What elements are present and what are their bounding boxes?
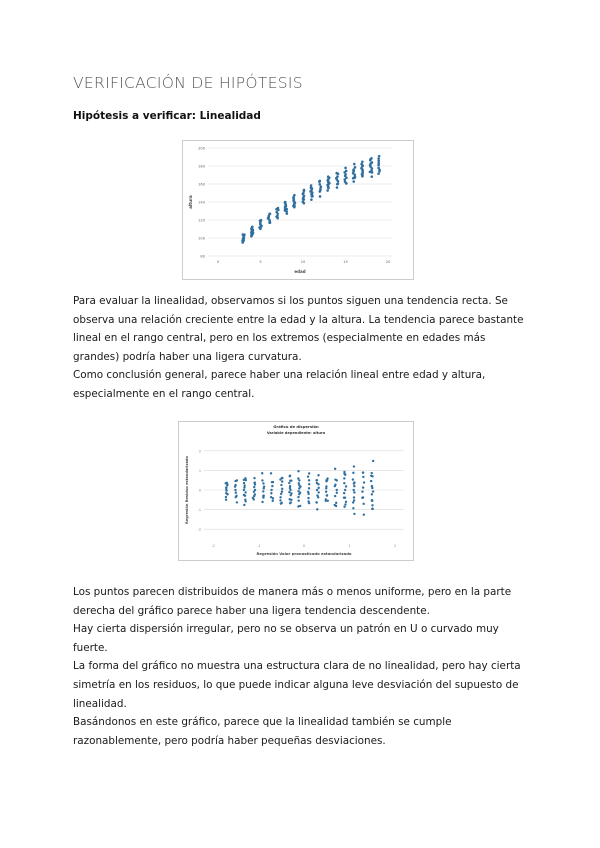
chart2-point [316, 482, 318, 484]
chart1-x-axis-label: edad [294, 269, 306, 274]
chart2-point [334, 468, 336, 470]
chart2-point [361, 490, 363, 492]
chart1-point [251, 226, 254, 229]
chart2-point [289, 480, 291, 482]
chart1-point [370, 175, 373, 178]
chart2-point [254, 481, 256, 483]
chart1-point [326, 189, 329, 192]
chart1-point [337, 182, 340, 185]
chart1-point [344, 167, 347, 170]
chart2-point [326, 494, 328, 496]
chart2-point [279, 496, 281, 498]
chart2-point [325, 485, 327, 487]
chart1-point [269, 212, 272, 215]
chart2-point [344, 489, 346, 491]
chart2-point [371, 504, 373, 506]
chart2-point [336, 479, 338, 481]
paragraph-linealidad [73, 292, 533, 404]
chart2-point [270, 492, 272, 494]
chart2-point [316, 479, 318, 481]
chart1-x-tick-label: 0 [216, 260, 220, 264]
chart1-y-tick-label: 100 [198, 236, 205, 241]
chart2-point [271, 485, 273, 487]
chart2-point [297, 490, 299, 492]
chart2-point [254, 489, 256, 491]
chart2-point [362, 486, 364, 488]
chart1-x-tick-label: 20 [385, 260, 391, 264]
chart2-point [308, 479, 310, 481]
paragraph2-text-1: Los puntos parecen distribuidos de manera más o menos uniforme, pero en la parte derecha del gráfico parece haber una ligera tendencia descendente. [73, 586, 512, 617]
chart2-point [244, 498, 246, 500]
chart1-point [377, 167, 380, 170]
chart2-point [288, 498, 290, 500]
chart1-point [352, 168, 355, 171]
paragraph2-text-2: Hay cierta dispersión irregular, pero no se observa un patrón en U o curvado muy fuerte. [73, 623, 499, 654]
chart1-point [320, 185, 323, 188]
chart2-point [280, 493, 282, 495]
chart2-point [243, 479, 245, 481]
chart2-point [372, 490, 374, 492]
chart2-point [307, 475, 309, 477]
chart2-point [281, 488, 283, 490]
chart2-point [371, 499, 373, 501]
chart2-point [270, 472, 272, 474]
chart2-point [335, 505, 337, 507]
paragraph1-text-2: Como conclusión general, parece haber una relación lineal entre edad y altura, especialmente en el rango central. [73, 369, 486, 400]
chart1-point [277, 207, 280, 210]
chart1-y-tick-label: 80 [200, 254, 205, 259]
chart2-point [352, 472, 354, 474]
chart2-point [344, 496, 346, 498]
chart1-point [335, 172, 338, 175]
chart2-point [280, 484, 282, 486]
chart1-point [371, 161, 374, 164]
chart2-point [362, 471, 364, 473]
chart2-point [243, 482, 245, 484]
chart2-point [261, 479, 263, 481]
chart1-point [327, 175, 330, 178]
chart2-x-axis-label: Regresión Valor pronosticado estandarizado [256, 551, 352, 556]
chart2-point [234, 489, 236, 491]
chart1-y-tick-label: 160 [198, 182, 205, 187]
chart2-point [289, 475, 291, 477]
chart2-point [261, 501, 263, 503]
chart2-point [270, 496, 272, 498]
chart2-point [334, 495, 336, 497]
chart2-point [290, 501, 292, 503]
chart1-x-tick-label: 10 [300, 260, 306, 264]
chart2-point [261, 472, 263, 474]
chart2-point [279, 499, 281, 501]
chart2-point [290, 492, 292, 494]
chart2-point [253, 486, 255, 488]
chart1-point [353, 163, 356, 166]
chart2-point [371, 472, 373, 474]
chart2-point [243, 484, 245, 486]
chart1-point [243, 233, 246, 236]
chart2-point [371, 508, 373, 510]
chart2-point [234, 484, 236, 486]
chart2-point [363, 481, 365, 483]
paragraph2-text-4: Basándonos en este gráfico, parece que la linealidad también se cumple razonablemente, pero podría haber pequeñas desviaciones. [73, 716, 452, 747]
chart2-point [316, 508, 318, 510]
chart1-point [260, 219, 263, 222]
paragraph2-text-3: La forma del gráfico no muestra una estructura clara de no linealidad, pero hay cierta simetría en los residuos, lo que puede indicar alguna leve desviación del supuesto de linealidad. [73, 660, 521, 710]
chart2-point [307, 491, 309, 493]
chart1-point [318, 183, 321, 186]
chart2-point [352, 507, 354, 509]
chart2-point [225, 496, 227, 498]
chart2-point [335, 502, 337, 504]
chart1-point [377, 162, 380, 165]
chart2-point [288, 491, 290, 493]
chart2-point [254, 493, 256, 495]
chart1-y-axis-label: altura [188, 195, 193, 209]
chart2-point [234, 480, 236, 482]
chart2-point [345, 501, 347, 503]
chart2-point [298, 499, 300, 501]
chart2-point [299, 505, 301, 507]
chart2-point [308, 483, 310, 485]
chart2-point [326, 477, 328, 479]
chart2-point [362, 503, 364, 505]
chart2-point [235, 495, 237, 497]
chart1-y-tick-label: 140 [198, 200, 205, 205]
chart2-point [336, 492, 338, 494]
chart1-point [293, 194, 296, 197]
chart1-x-tick-label: 5 [259, 260, 262, 264]
chart1-point [345, 170, 348, 173]
chart1-point [361, 161, 364, 164]
chart2-point [353, 465, 355, 467]
chart2-point [289, 485, 291, 487]
chart2-point [235, 491, 237, 493]
chart2-point [281, 477, 283, 479]
chart2-x-tick-label: -2 [211, 544, 215, 548]
chart2-point [243, 504, 245, 506]
chart2-point [353, 496, 355, 498]
chart2-point [243, 486, 245, 488]
chart1-point [370, 169, 373, 172]
chart1-point [302, 192, 305, 195]
chart2-frame [179, 422, 414, 561]
chart2-point [298, 479, 300, 481]
chart2-point [263, 495, 265, 497]
chart2-point [288, 482, 290, 484]
chart2-point [352, 501, 354, 503]
chart1-point [377, 157, 380, 160]
chart2-point [371, 493, 373, 495]
chart2-point [297, 496, 299, 498]
chart2-point [352, 478, 354, 480]
chart2-point [371, 485, 373, 487]
chart2-point [281, 480, 283, 482]
chart2-point [372, 460, 374, 462]
chart2-point [370, 480, 372, 482]
chart2-point [343, 506, 345, 508]
chart2-point [316, 489, 318, 491]
chart1-point [303, 189, 306, 192]
chart2-point [344, 503, 346, 505]
chart1-point [336, 175, 339, 178]
chart1-y-tick-label: 180 [198, 164, 205, 169]
chart1-point [319, 195, 322, 198]
chart2-point [271, 481, 273, 483]
chart1-point [310, 198, 313, 201]
page-title: VERIFICACIÓN DE HIPÓTESIS [73, 74, 303, 92]
chart2-x-tick-label: 2 [393, 544, 396, 548]
chart2-point [307, 497, 309, 499]
chart2-point [225, 486, 227, 488]
chart1-point [275, 211, 278, 214]
chart2-point [270, 489, 272, 491]
chart2-point [317, 491, 319, 493]
chart2-point [353, 491, 355, 493]
chart1-y-tick-label: 120 [198, 218, 205, 223]
chart2-point [225, 492, 227, 494]
chart2-point [281, 490, 283, 492]
chart2-point [334, 483, 336, 485]
chart2-point [307, 500, 309, 502]
chart2-point [262, 490, 264, 492]
chart2-point [345, 485, 347, 487]
chart2-point [244, 491, 246, 493]
chart2-point [308, 472, 310, 474]
chart1-point [319, 180, 322, 183]
chart2-y-tick-label: -2 [197, 527, 201, 532]
chart2-point [343, 482, 345, 484]
chart2-point [308, 487, 310, 489]
chart2-point [236, 501, 238, 503]
chart1-y-tick-label: 200 [198, 146, 205, 151]
chart2-x-tick-label: -1 [256, 544, 261, 548]
chart2-point [343, 492, 345, 494]
paragraph1-text-1: Para evaluar la linealidad, observamos si los puntos siguen una tendencia recta. Se observa una relación creciente entre la edad y la altura. La tendencia parece bastante lineal en el rango central, pero en los extremos (especialmente en edades más grandes) podría haber una ligera curvatura. [73, 295, 524, 363]
chart2-x-tick-label: 0 [302, 544, 306, 548]
chart2-point [280, 502, 282, 504]
chart2-point [352, 489, 354, 491]
chart2-point [298, 482, 300, 484]
chart2-point [343, 477, 345, 479]
chart2-point [298, 484, 300, 486]
chart2-point [325, 491, 327, 493]
chart1-point [352, 180, 355, 183]
chart1-point [369, 158, 372, 161]
chart2-point [353, 513, 355, 515]
chart2-point [336, 489, 338, 491]
chart2-point [316, 494, 318, 496]
paragraph-residuos [73, 583, 533, 750]
chart1-svg [182, 140, 414, 280]
chart2-point [353, 481, 355, 483]
scatter-chart-residuos [178, 421, 414, 561]
chart1-x-tick-label: 15 [343, 260, 348, 264]
chart2-point [243, 494, 245, 496]
chart2-point [272, 500, 274, 502]
chart2-point [353, 499, 355, 501]
scatter-chart-edad-altura [182, 140, 414, 280]
chart2-point [362, 476, 364, 478]
chart2-y-tick-label: -1 [197, 508, 201, 513]
chart2-x-tick-label: 1 [348, 544, 351, 548]
chart2-point [263, 485, 265, 487]
chart2-point [317, 474, 319, 476]
chart1-point [310, 184, 313, 187]
chart2-point [253, 477, 255, 479]
section-subtitle: Hipótesis a verificar: Linealidad [73, 110, 261, 122]
chart2-y-tick-label: 1 [198, 468, 201, 473]
chart2-point [362, 496, 364, 498]
chart2-point [224, 482, 226, 484]
chart2-y-tick-label: 0 [198, 488, 201, 493]
chart2-svg [178, 421, 414, 561]
chart2-point [353, 485, 355, 487]
chart2-point [317, 487, 319, 489]
chart2-subtitle: Variable dependiente: altura [266, 431, 326, 435]
chart2-point [315, 501, 317, 503]
chart1-point [336, 186, 339, 189]
chart2-y-tick-label: 2 [198, 449, 201, 454]
chart2-point [325, 500, 327, 502]
chart2-point [363, 513, 365, 515]
chart1-point [360, 163, 363, 166]
chart1-point [378, 155, 381, 158]
chart2-point [297, 470, 299, 472]
chart2-point [343, 471, 345, 473]
chart2-y-axis-label: Regresión Residuo estandarizado [185, 456, 189, 524]
chart2-point [243, 489, 245, 491]
chart2-title: Gráfico de dispersión [273, 424, 319, 429]
chart1-point [354, 166, 357, 169]
chart2-point [262, 482, 264, 484]
chart1-point [377, 172, 380, 175]
chart2-point [225, 499, 227, 501]
chart1-point [284, 201, 287, 204]
chart2-point [370, 475, 372, 477]
